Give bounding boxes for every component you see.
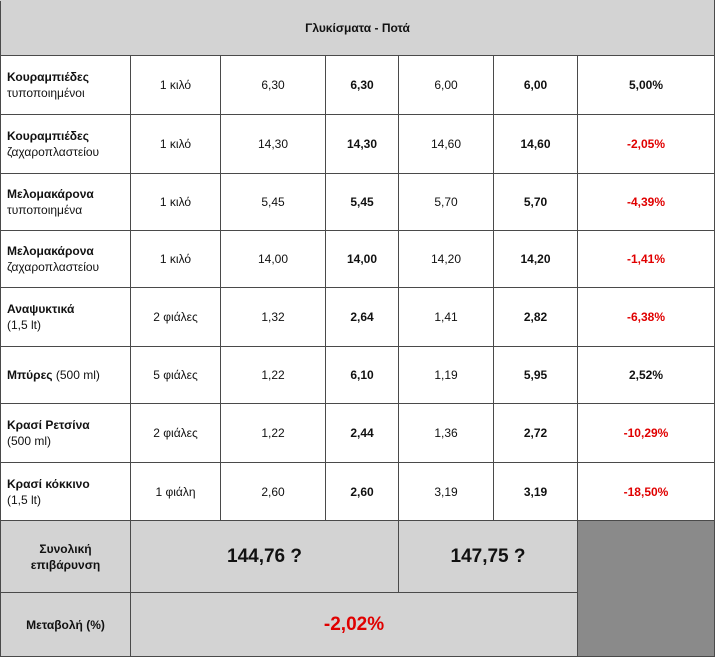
table-body <box>1 56 715 521</box>
item-quantity: 2 φιάλες <box>131 288 221 347</box>
total-value-2: 147,75 ? <box>399 521 578 593</box>
unit-price-2: 5,70 <box>399 174 494 231</box>
table-row <box>1 463 715 521</box>
item-quantity: 1 φιάλη <box>131 463 221 521</box>
unit-price-1: 14,00 <box>221 231 326 288</box>
unit-price-2: 6,00 <box>399 56 494 115</box>
table-row <box>1 56 715 115</box>
total-price-2: 6,00 <box>494 56 578 115</box>
unit-price-2: 1,41 <box>399 288 494 347</box>
price-change: -4,39% <box>578 174 715 231</box>
change-value: -2,02% <box>131 593 578 657</box>
total-price-1: 14,00 <box>326 231 399 288</box>
unit-price-1: 1,32 <box>221 288 326 347</box>
item-name-detail: (500 ml) <box>7 434 52 448</box>
item-name-main: Κουραμπιέδες <box>7 70 89 84</box>
item-name-main: Μπύρες <box>7 368 53 382</box>
item-quantity: 1 κιλό <box>131 231 221 288</box>
item-name-main: Κουραμπιέδες <box>7 129 89 143</box>
total-price-2: 5,70 <box>494 174 578 231</box>
item-name-main: Κρασί Ρετσίνα <box>7 418 90 432</box>
item-quantity: 1 κιλό <box>131 115 221 174</box>
total-price-1: 2,60 <box>326 463 399 521</box>
total-price-2: 2,82 <box>494 288 578 347</box>
table-row <box>1 404 715 463</box>
price-change: 2,52% <box>578 347 715 404</box>
price-change: -10,29% <box>578 404 715 463</box>
item-name-detail: (1,5 lt) <box>7 318 42 332</box>
price-change: -1,41% <box>578 231 715 288</box>
total-price-2: 14,20 <box>494 231 578 288</box>
unit-price-2: 14,60 <box>399 115 494 174</box>
item-name-detail: ζαχαροπλαστείου <box>7 260 100 274</box>
unit-price-1: 5,45 <box>221 174 326 231</box>
table-row <box>1 174 715 231</box>
item-name-detail: (500 ml) <box>55 368 100 382</box>
item-name-detail: ζαχαροπλαστείου <box>7 145 100 159</box>
item-name-main: Κρασί κόκκινο <box>7 476 90 491</box>
total-price-2: 2,72 <box>494 404 578 463</box>
total-price-2: 5,95 <box>494 347 578 404</box>
item-name-main: Μελομακάρονα <box>7 244 94 258</box>
item-name <box>1 115 131 174</box>
table-row <box>1 115 715 174</box>
total-price-1: 2,64 <box>326 288 399 347</box>
total-row <box>1 521 715 593</box>
total-price-1: 5,45 <box>326 174 399 231</box>
item-quantity: 1 κιλό <box>131 56 221 115</box>
unit-price-1: 2,60 <box>221 463 326 521</box>
total-price-1: 6,10 <box>326 347 399 404</box>
unit-price-1: 1,22 <box>221 404 326 463</box>
item-name <box>1 231 131 288</box>
unit-price-1: 14,30 <box>221 115 326 174</box>
item-name <box>1 347 131 404</box>
unit-price-1: 1,22 <box>221 347 326 404</box>
change-label: Μεταβολή (%) <box>1 593 131 657</box>
unit-price-2: 3,19 <box>399 463 494 521</box>
item-quantity: 2 φιάλες <box>131 404 221 463</box>
total-price-1: 2,44 <box>326 404 399 463</box>
item-name <box>1 56 131 115</box>
dark-filler-cell <box>578 521 715 657</box>
price-change: -6,38% <box>578 288 715 347</box>
table-row <box>1 231 715 288</box>
item-name <box>1 404 131 463</box>
unit-price-2: 1,19 <box>399 347 494 404</box>
price-change: -18,50% <box>578 463 715 521</box>
item-name-main: Αναψυκτικά <box>7 302 75 316</box>
price-change: -2,05% <box>578 115 715 174</box>
unit-price-2: 14,20 <box>399 231 494 288</box>
item-name <box>1 174 131 231</box>
price-change: 5,00% <box>578 56 715 115</box>
item-name-main: Μελομακάρονα <box>7 187 94 201</box>
item-name-detail: τυποποιημένοι <box>7 86 85 100</box>
table-row <box>1 347 715 404</box>
total-label-line1: Συνολική <box>39 541 92 556</box>
total-price-1: 6,30 <box>326 56 399 115</box>
unit-price-1: 6,30 <box>221 56 326 115</box>
item-quantity: 1 κιλό <box>131 174 221 231</box>
total-label <box>1 521 131 593</box>
item-name-detail: (1,5 lt) <box>7 492 42 507</box>
table-row <box>1 288 715 347</box>
item-quantity: 5 φιάλες <box>131 347 221 404</box>
item-name-detail: τυποποιημένα <box>7 203 83 217</box>
unit-price-2: 1,36 <box>399 404 494 463</box>
item-name <box>1 463 131 521</box>
table-title-row <box>1 1 715 56</box>
total-label-line2: επιβάρυνση <box>30 557 101 572</box>
total-value-1: 144,76 ? <box>131 521 399 593</box>
total-price-1: 14,30 <box>326 115 399 174</box>
table-title: Γλυκίσματα - Ποτά <box>1 1 715 56</box>
total-price-2: 3,19 <box>494 463 578 521</box>
total-price-2: 14,60 <box>494 115 578 174</box>
item-name <box>1 288 131 347</box>
